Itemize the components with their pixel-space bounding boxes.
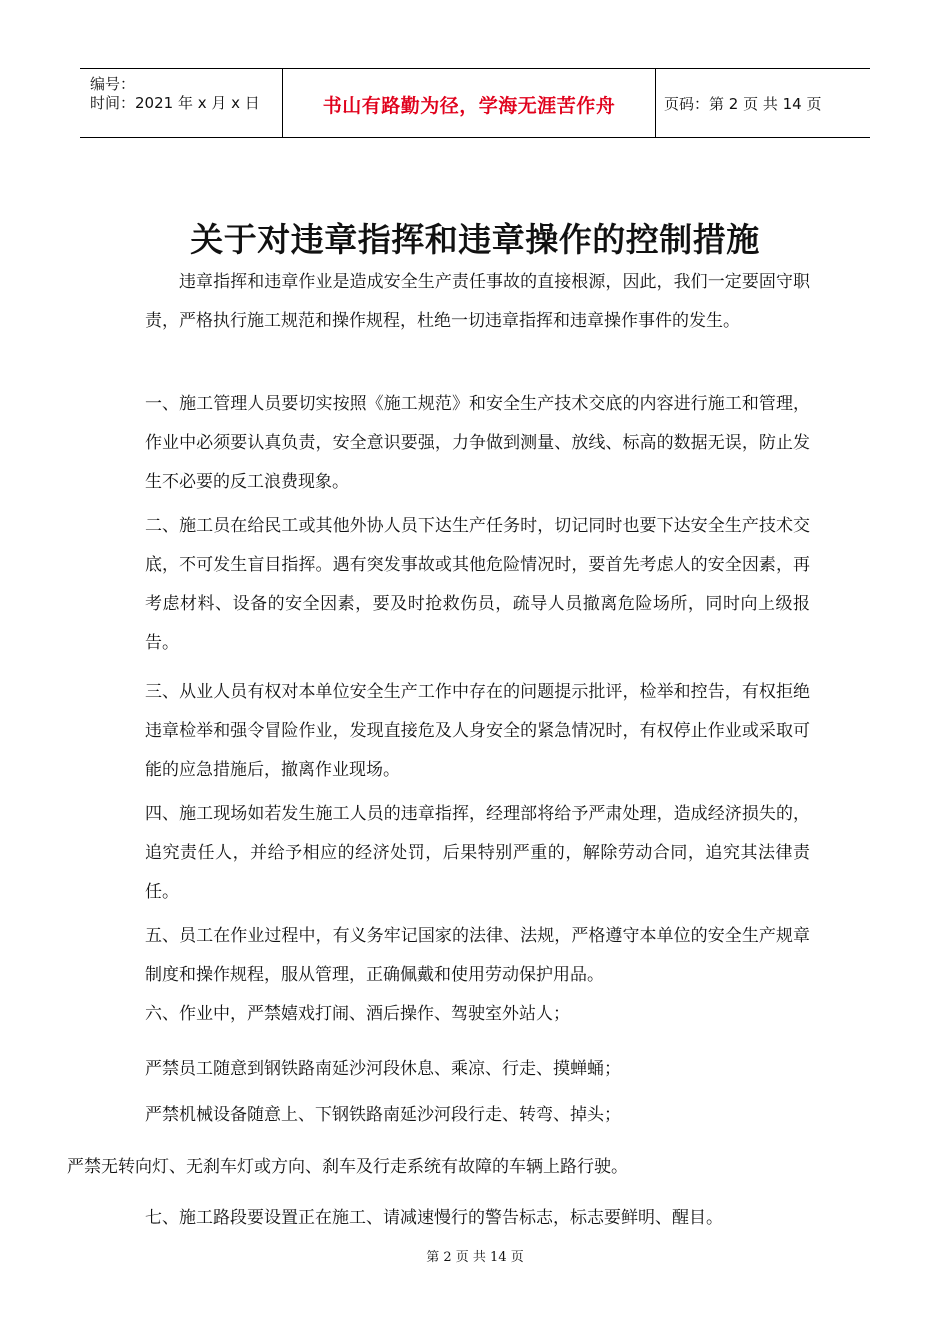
document-number-label: 编号： — [90, 75, 136, 93]
header-info-cell — [80, 69, 283, 137]
header-motto-cell — [283, 69, 656, 137]
intro-paragraph: 违章指挥和违章作业是造成安全生产责任事故的直接根源，因此，我们一定要固守职责，严格执行施工规范和操作规程，杜绝一切违章指挥和违章操作事件的发生。 — [145, 272, 810, 331]
prohibition-line-1: 严禁员工随意到钢铁路南延沙河段休息、乘凉、行走、摸蝉蛹； — [145, 1059, 621, 1079]
document-time-label: 时间：2021 年 x 月 x 日 — [90, 94, 260, 112]
section-four-paragraph: 四、施工现场如若发生施工人员的违章指挥，经理部将给予严肃处理，造成经济损失的，追究责任人，并给予相应的经济处罚，后果特别严重的，解除劳动合同，追究其法律责任。 — [145, 804, 810, 902]
header-page-number: 页码：第 2 页 共 14 页 — [664, 95, 822, 113]
prohibition-line-2: 严禁机械设备随意上、下钢铁路南延沙河段行走、转弯、掉头； — [145, 1105, 621, 1125]
section-six-paragraph: 六、作业中，严禁嬉戏打闹、酒后操作、驾驶室外站人； — [145, 1004, 570, 1024]
header-page-cell — [656, 69, 870, 137]
document-title: 关于对违章指挥和违章操作的控制措施 — [190, 220, 760, 259]
section-five-paragraph: 五、员工在作业过程中，有义务牢记国家的法律、法规，严格遵守本单位的安全生产规章制度和操作规程，服从管理，正确佩戴和使用劳动保护用品。 — [145, 926, 810, 985]
page-footer: 第 2 页 共 14 页 — [426, 1250, 524, 1265]
section-two-paragraph: 二、施工员在给民工或其他外协人员下达生产任务时，切记同时也要下达安全生产技术交底，不可发生盲目指挥。遇有突发事故或其他危险情况时，要首先考虑人的安全因素，再考虑材料、设备的安全因素，要及时抢救伤员，疏导人员撤离危险场所，同时向上级报告。 — [145, 516, 810, 653]
section-seven-paragraph: 七、施工路段要设置正在施工、请减速慢行的警告标志，标志要鲜明、醒目。 — [145, 1208, 723, 1228]
header-motto: 书山有路勤为径，学海无涯苦作舟 — [322, 95, 616, 117]
prohibition-line-3: 严禁无转向灯、无刹车灯或方向、刹车及行走系统有故障的车辆上路行驶。 — [67, 1157, 628, 1177]
document-header — [80, 68, 870, 138]
section-three-paragraph: 三、从业人员有权对本单位安全生产工作中存在的问题提示批评，检举和控告，有权拒绝违章检举和强令冒险作业，发现直接危及人身安全的紧急情况时，有权停止作业或采取可能的应急措施后，撤离作业现场。 — [145, 682, 810, 780]
section-one-paragraph: 一、施工管理人员要切实按照《施工规范》和安全生产技术交底的内容进行施工和管理，作业中必须要认真负责，安全意识要强，力争做到测量、放线、标高的数据无误，防止发生不必要的反工浪费现象。 — [145, 394, 810, 492]
